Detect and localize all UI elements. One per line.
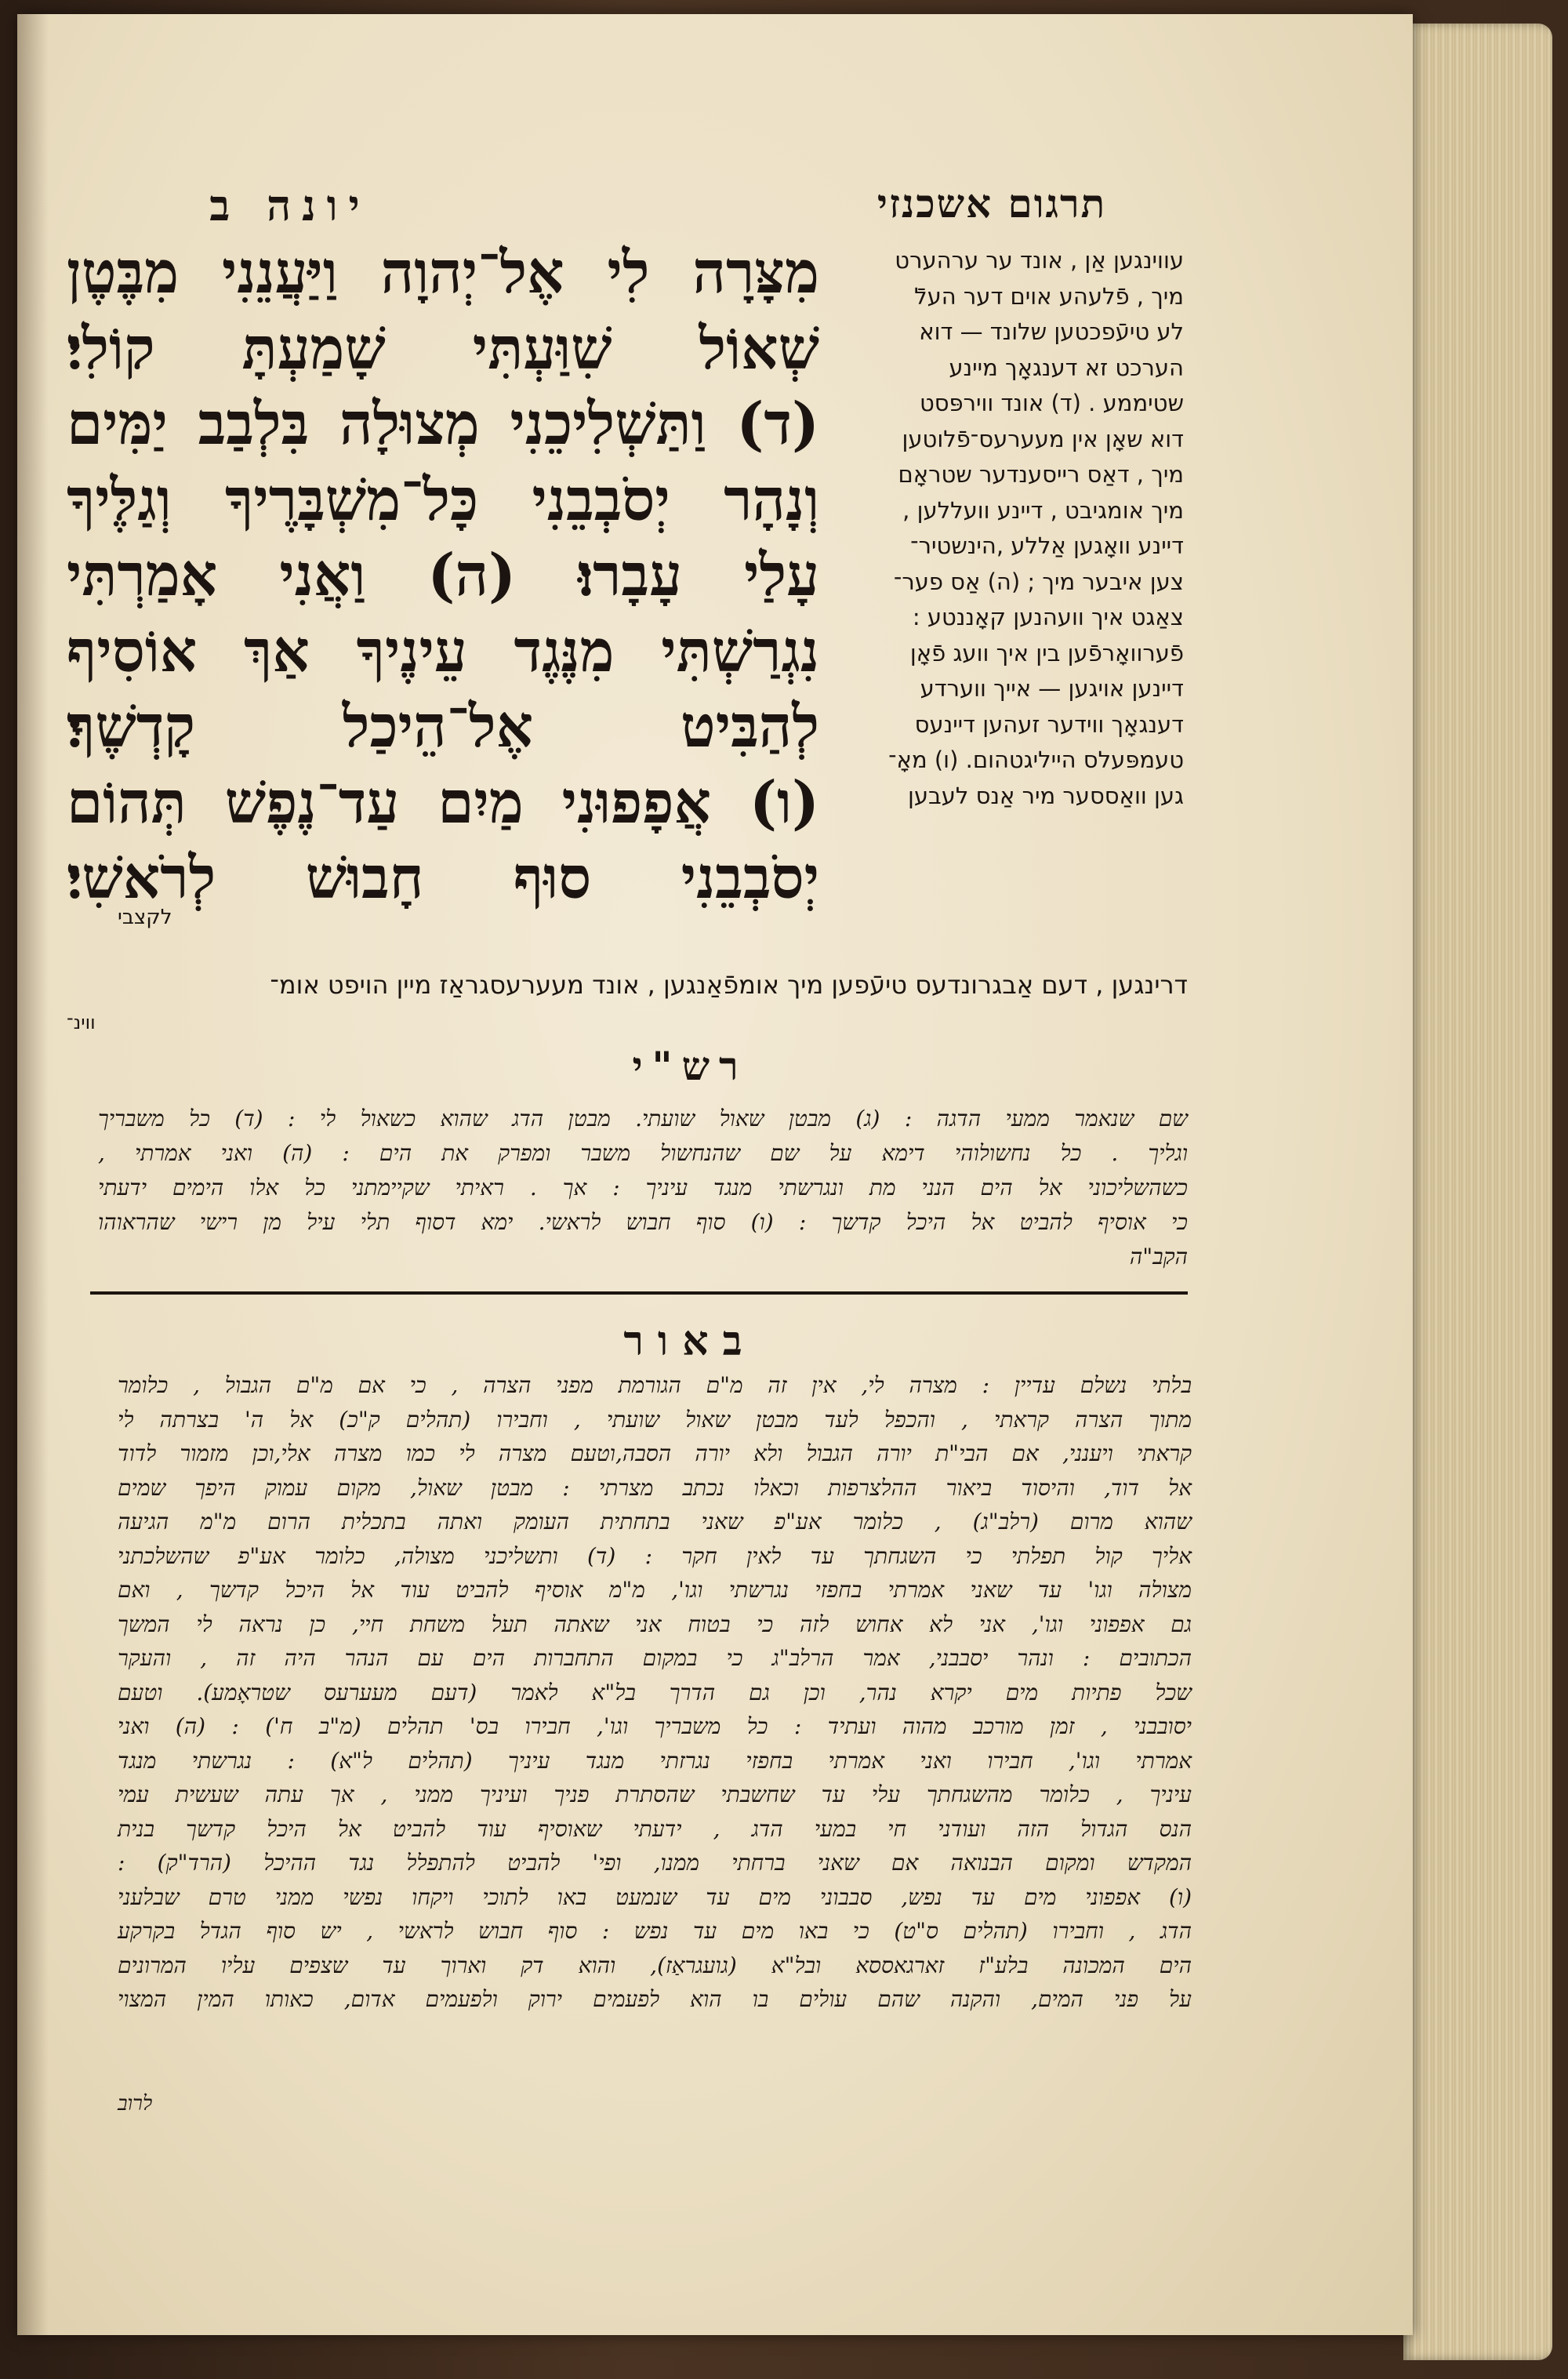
targum-line: שטיממע . (ד) אונד ווירפּסט (919, 390, 1184, 416)
targum-line: פֿערוואָרפֿען בין איך וועג פֿאָן (909, 639, 1184, 666)
biur-line: אל דוד, והיסוד ביאור ההלצרפות וכאלו נכתב מצרתי : מבטן שאול, מקום עמוק היפך שמים (118, 1474, 1192, 1501)
targum-line: עווינגען אַן , אונד ער ערהערט (895, 247, 1184, 274)
biur-commentary (118, 1368, 1192, 2017)
targum-continuation-line: דרינגען , דעם אַבגרונדעס טיעֿפען מיך אומפֿאַנגען , אונד מעערעסגראַז מיין הויפט אומ־ (270, 970, 1188, 1000)
biur-line: אליך קול תפלתי כי השגחתך עד לאין חקר : (ד) ותשליכני מצולה, כלומר אע"פ שהשלכתני (118, 1542, 1192, 1569)
rashi-line: כשהשליכוני אל הים הנני מת ונגרשתי מנגד עיניך : אך . ראיתי שקיימתני כל אלו הימים ידעתי (98, 1175, 1188, 1200)
rashi-line: כי אוסיף להביט אל היכל קדשך : (ו) סוף חבוש לראשי. ימא דסוף תלי עיל מן רישי שהראוהו (98, 1209, 1188, 1235)
verse-line: עָלַי עָבָרוּ׃ (ה) וַאֲנִי אָמַרְתִּי (67, 542, 819, 609)
targum-continuation (67, 966, 1188, 1041)
rashi-line: שם שנאמר ממעי הדגה : (ג) מבטן שאול שועתי. מבטן הדג שהוא כשאול לי : (ד) כל משבריך (98, 1106, 1188, 1131)
targum-line: דיינען אויגען — אייך ווערדע (920, 675, 1184, 702)
targum-line: טעמפּעלס הייליגטהום. (ו) מאָ־ (888, 746, 1184, 773)
rashi-commentary (98, 1102, 1188, 1274)
biur-line: המקדש ומקום הבנואה אם שאני ברחתי ממנו, ופי' להביט להתפלל נגד ההיכל (הרד"ק) : (118, 1850, 1192, 1876)
biur-line: מצולה וגו' עד שאני אמרתי בחפזי נגרשתי וגו', מ"מ אוסיף להביט עוד אל היכל קדשך , ואם (118, 1577, 1192, 1603)
targum-line: מיך , דאַס רייסענדער שטראָם (898, 461, 1184, 488)
targum-line: מיך , פֿלעהע אוים דער העלֿ (914, 282, 1184, 310)
biur-line: הנס הגדול הזה ועודני חי במעי הדג , ידעתי שאוסיף עוד להביט אל היכל קדשך בנית (118, 1815, 1192, 1842)
verse-line: שְׁאוֹל שִׁוַּעְתִּי שָׁמַעְתָּ קוֹלִי׃ (67, 314, 819, 383)
targum-header: תרגום אשכנזי (877, 180, 1107, 227)
targum-line: לע טיעֿפכטען שלונד — דוא (919, 318, 1184, 345)
biur-line: עיניך , כלומר מהשגחתך עלי עד שחשבתי שהסתרת פניך ועיניך ממני , אך עתה שעשית עמי (118, 1782, 1192, 1807)
biur-line: קראתי ויענני, אם הבי"ת יורה הגבול ולא יורה הסבה,וטעם מצרה לי כמו מצרה אלי,וכן מזמור לדוד (118, 1440, 1192, 1466)
targum-line: גען וואַססער מיר אַנס לעבען (907, 782, 1184, 809)
biur-line: על פני המים, והקנה שהם עולים בו הוא לפעמים ירוק ולפעמים אדום, כאותו המין המצוי (118, 1986, 1192, 2012)
biur-line: הדג , וחבירו (תהלים ס"ט) כי באו מים עד נפש : סוף חבוש לראשי , יש סוף הגדל בקרקע (118, 1918, 1192, 1944)
rashi-line: הקב"ה (1129, 1244, 1188, 1269)
biur-title: באור (623, 1317, 757, 1365)
gutter-shadow (17, 14, 49, 2335)
page-edges (1403, 24, 1552, 2360)
targum-line: הערכט זא דענגאָך מיינע (949, 354, 1184, 381)
biur-line: מתוך הצרה קראתי , והכפל לעד מבטן שאול שועתי , וחבירו (תהלים ק"כ) אל ה' בצרתה לי (118, 1406, 1192, 1433)
verse-line: (ו) אֲפָפוּנִי מַיִם עַד־נֶפֶשׁ תְּהוֹם (67, 768, 819, 837)
rashi-line: וגליך . כל נחשולוהי דימא על שם שהנחשול משבר ומפרק את הים : (ה) ואני אמרתי , (98, 1140, 1188, 1166)
biur-line: הכתובים : ונהר יסבבני, אמר הרלב"ג כי במקום התחברות הים עם הנהר היה זה , והעקר (118, 1645, 1192, 1671)
book-chapter-header: יונה ב (209, 180, 371, 231)
biur-line: בלתי נשלם עדיין : מצרה לי, אין זה מ"ם הגורמת מפני הצרה , כי אם מ"ם הגבול , כלומר (118, 1372, 1192, 1398)
targum-line: צען איבער מיך ; (ה) אַס פער־ (893, 568, 1184, 595)
targum-line: דוא שאָן אין מעערעס־פֿלוטען (902, 425, 1184, 452)
verse-line: מִצָּרָה לִי אֶל־יְהוָה וַיַּעֲנֵנִי מִבֶּטֶן (67, 239, 819, 307)
rashi-title: רש"י (632, 1043, 748, 1089)
verse-line: לְהַבִּיט אֶל־הֵיכַל קָדְשֶׁךָ׃ (67, 693, 819, 761)
verse-line: (ד) וַתַּשְׁלִיכֵנִי מְצוּלָה בִּלְבַב יַמִּים (67, 390, 819, 458)
targum-line: דיינע וואָגען אַללע ,הינשטיר־ (910, 532, 1184, 559)
section-divider (90, 1291, 1188, 1295)
biur-line: אמרתי וגו', חבירו ואני אמרתי בחפזי נגרזתי מנגד עיניך (תהלים ל"א) : נגרשתי מנגד (118, 1747, 1192, 1774)
biur-catchword: לרוב (118, 2092, 153, 2116)
targum-line: דענגאָך ווידער זעהען דיינעס (914, 710, 1184, 738)
verse-line: יְסֹבְבֵנִי סוּף חָבוּשׁ לְרֹאשִׁי׃ (67, 844, 819, 912)
targum-column (815, 243, 1184, 814)
verse-catchword: לקצבי (118, 906, 172, 929)
targum-continuation-line: ווינ־ (67, 1012, 96, 1033)
biur-line: יסובבני , זמן מורכב מהוה ועתיד : כל משבריך וגו', חבירו בס' תהלים (מ"ב ח') : (ה) ואני (118, 1713, 1192, 1739)
biur-line: שכל פתיות מים יקרא נהר, וכן גם הדרך בל"א לאמר (דעם מעערעס שטראָמע). וטעם (118, 1679, 1192, 1705)
biur-line: הים המכונה בלע"ז זארגאססא ובל"א (גועגראַז), והוא דק וארוך עד שצפים עליו המרונים (118, 1952, 1192, 1978)
verse-line: נִגְרַשְׁתִּי מִנֶּגֶד עֵינֶיךָ אַךְ אוֹסִיף (67, 617, 819, 685)
biur-line: (ו) אפפוני מים עד נפש, סבבוני מים עד שנמעט באו לתוכי ויקחו נפשי ממני טרם שבלעני (118, 1883, 1192, 1910)
verse-line: וְנָהָר יְסֹבְבֵנִי כָּל־מִשְׁבָּרֶיךָ וְגַלֶּיךָ (67, 466, 819, 534)
biur-line: גם אפפוני וגו', אני לא אחוש לזה כי בטוח אני שאתה תעל משחת חיי, כן נראה לי המשך (118, 1611, 1192, 1637)
targum-line: צאַגט איך וועהנען קאָננטע : (912, 604, 1184, 630)
hebrew-verse-block (67, 235, 819, 917)
targum-line: מיך אומגיבט , דיינע וועללען , (902, 496, 1184, 524)
biur-line: שהוא מרום (רלב"ג) , כלומר אע"פ שאני בתחתית העומק ואתה בתכלית הרום מ"מ הגיעה (118, 1509, 1192, 1535)
